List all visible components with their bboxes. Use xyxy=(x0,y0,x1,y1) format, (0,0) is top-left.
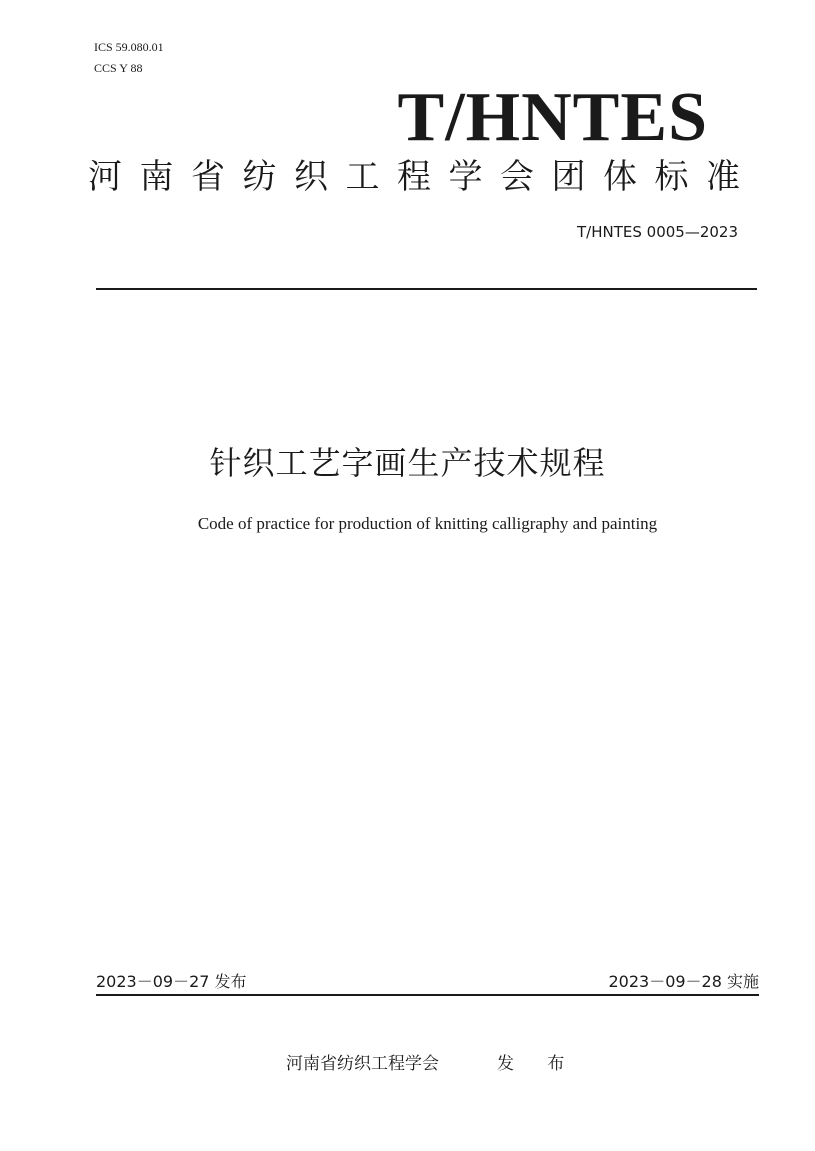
standard-number: T/HNTES 0005—2023 xyxy=(577,223,738,241)
ccs-code: CCS Y 88 xyxy=(94,61,143,75)
publish-label: 发 布 xyxy=(497,1054,579,1074)
implementation-date: 2023－09－28 实施 xyxy=(608,972,759,991)
ics-code: ICS 59.080.01 xyxy=(94,40,164,54)
publisher-name: 河南省纺织工程学会 xyxy=(286,1054,439,1074)
top-divider xyxy=(96,288,757,290)
organization-standard-title: 河南省纺织工程学会团体标准 xyxy=(88,157,758,197)
standard-logo-text: T/HNTES xyxy=(397,79,708,156)
issue-date: 2023－09－27 发布 xyxy=(96,972,247,991)
bottom-divider xyxy=(96,994,759,996)
document-title-english: Code of practice for production of knitting calligraphy and painting xyxy=(197,514,658,533)
document-title-chinese: 针织工艺字画生产技术规程 xyxy=(209,444,606,482)
